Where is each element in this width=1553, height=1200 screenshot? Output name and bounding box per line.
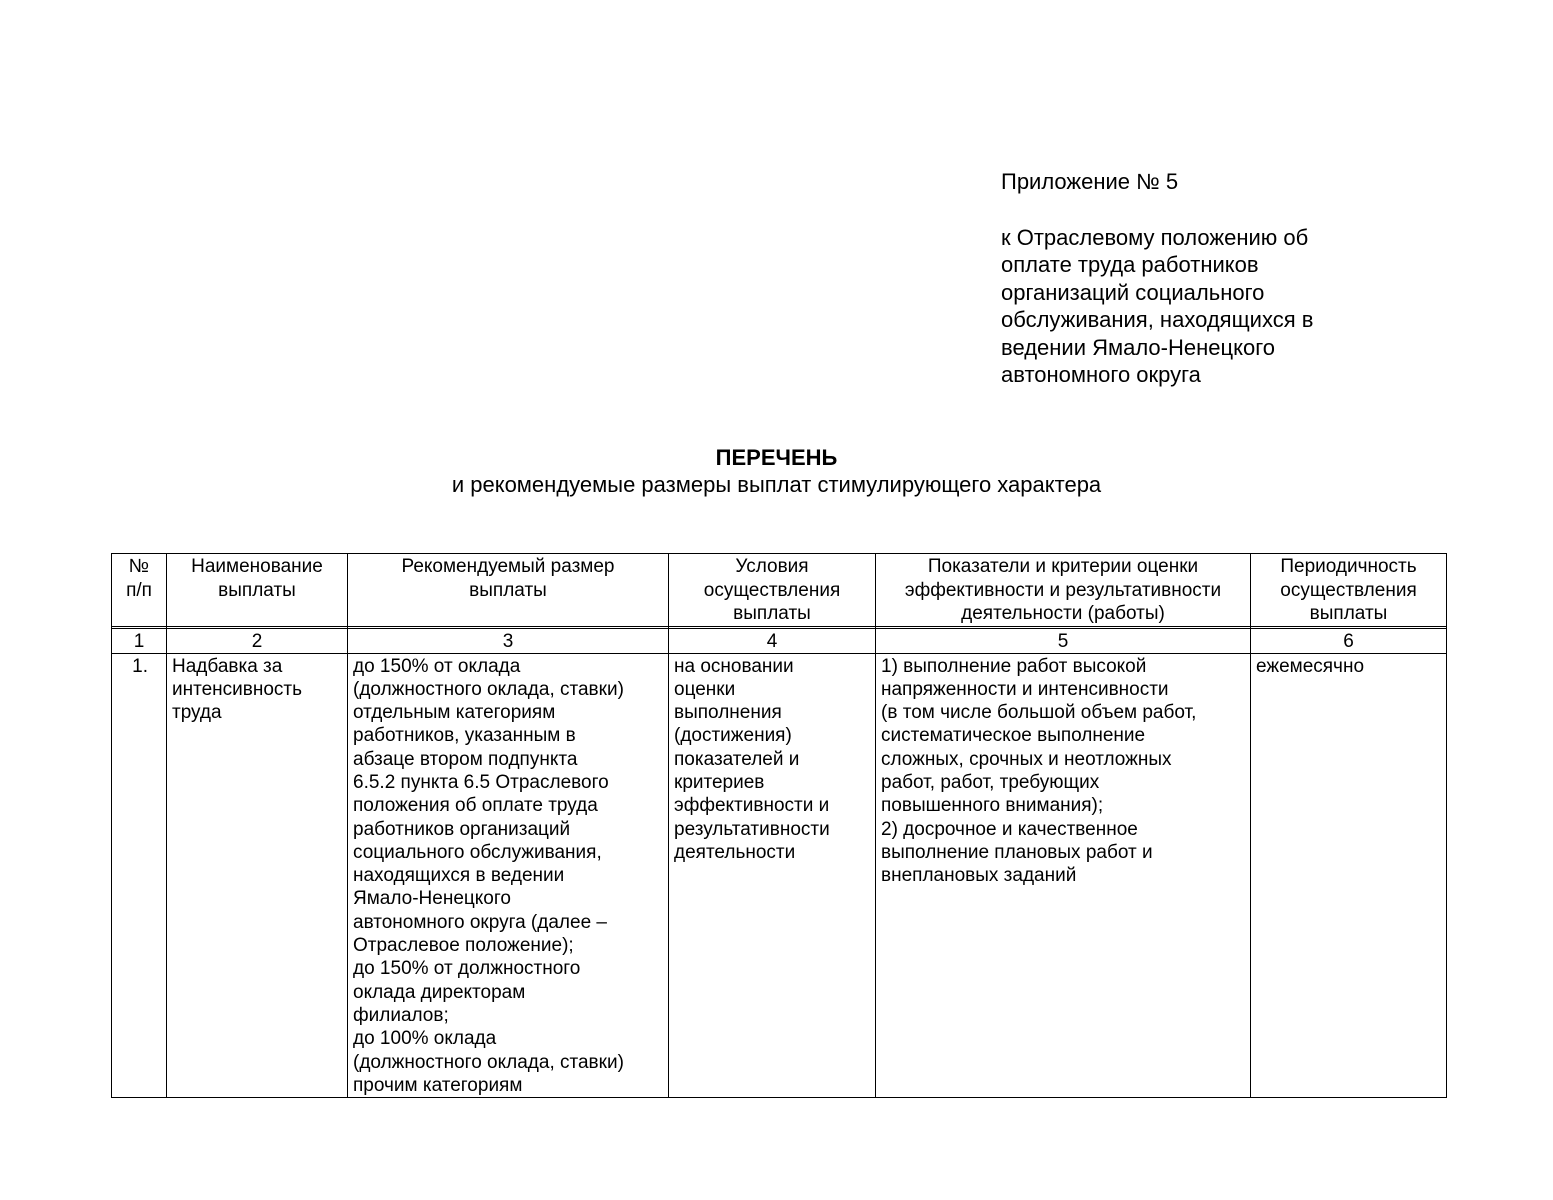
column-number: 5 bbox=[876, 628, 1251, 653]
header-conditions: Условия осуществления выплаты bbox=[669, 554, 876, 627]
appendix-description: к Отраслевому положению об оплате труда работников организаций социального обслуживания, находящихся в ведении Ямало-Ненецкого автономного округа bbox=[1001, 224, 1314, 387]
row-payment-periodicity: ежемесячно bbox=[1251, 653, 1447, 1098]
document-title: ПЕРЕЧЕНЬ bbox=[715, 445, 838, 470]
table-row bbox=[112, 653, 1447, 1098]
table-header-row bbox=[112, 554, 1447, 627]
document-title-block bbox=[0, 444, 1553, 499]
row-payment-size: до 150% от оклада (должностного оклада, ставки) отдельным категориям работников, указанным в абзаце втором подпункта 6.5.2 пункта 6.5 Отраслевого положения об оплате труда работников организаций социального обслуживания, находящихся в ведении Ямало-Ненецкого автономного округа (далее – Отраслевое положение); до 150% от должностного оклада директорам филиалов; до 100% оклада (должностного оклада, ставки) прочим категориям bbox=[348, 653, 669, 1098]
column-number: 4 bbox=[669, 628, 876, 653]
column-number: 1 bbox=[112, 628, 167, 653]
row-payment-criteria: 1) выполнение работ высокой напряженности и интенсивности (в том числе большой объем работ, систематическое выполнение сложных, срочных и неотложных работ, работ, требующих повышенного внимания); 2) досрочное и качественное выполнение плановых работ и внеплановых заданий bbox=[876, 653, 1251, 1098]
table-body bbox=[112, 653, 1447, 1098]
header-periodicity: Периодичность осуществления выплаты bbox=[1251, 554, 1447, 627]
column-number: 6 bbox=[1251, 628, 1447, 653]
row-payment-name: Надбавка за интенсивность труда bbox=[167, 653, 348, 1098]
row-number: 1. bbox=[112, 653, 167, 1098]
header-number: № п/п bbox=[112, 554, 167, 627]
table-header bbox=[112, 554, 1447, 654]
header-name: Наименование выплаты bbox=[167, 554, 348, 627]
header-criteria: Показатели и критерии оценки эффективности и результативности деятельности (работы) bbox=[876, 554, 1251, 627]
column-number: 2 bbox=[167, 628, 348, 653]
payments-table bbox=[111, 553, 1447, 1098]
header-size: Рекомендуемый размер выплаты bbox=[348, 554, 669, 627]
column-numbers-row bbox=[112, 628, 1447, 653]
document-subtitle: и рекомендуемые размеры выплат стимулирующего характера bbox=[451, 472, 1102, 497]
column-number: 3 bbox=[348, 628, 669, 653]
row-payment-conditions: на основании оценки выполнения (достижения) показателей и критериев эффективности и результативности деятельности bbox=[669, 653, 876, 1098]
appendix-block bbox=[1001, 168, 1421, 389]
appendix-label: Приложение № 5 bbox=[1001, 169, 1179, 194]
